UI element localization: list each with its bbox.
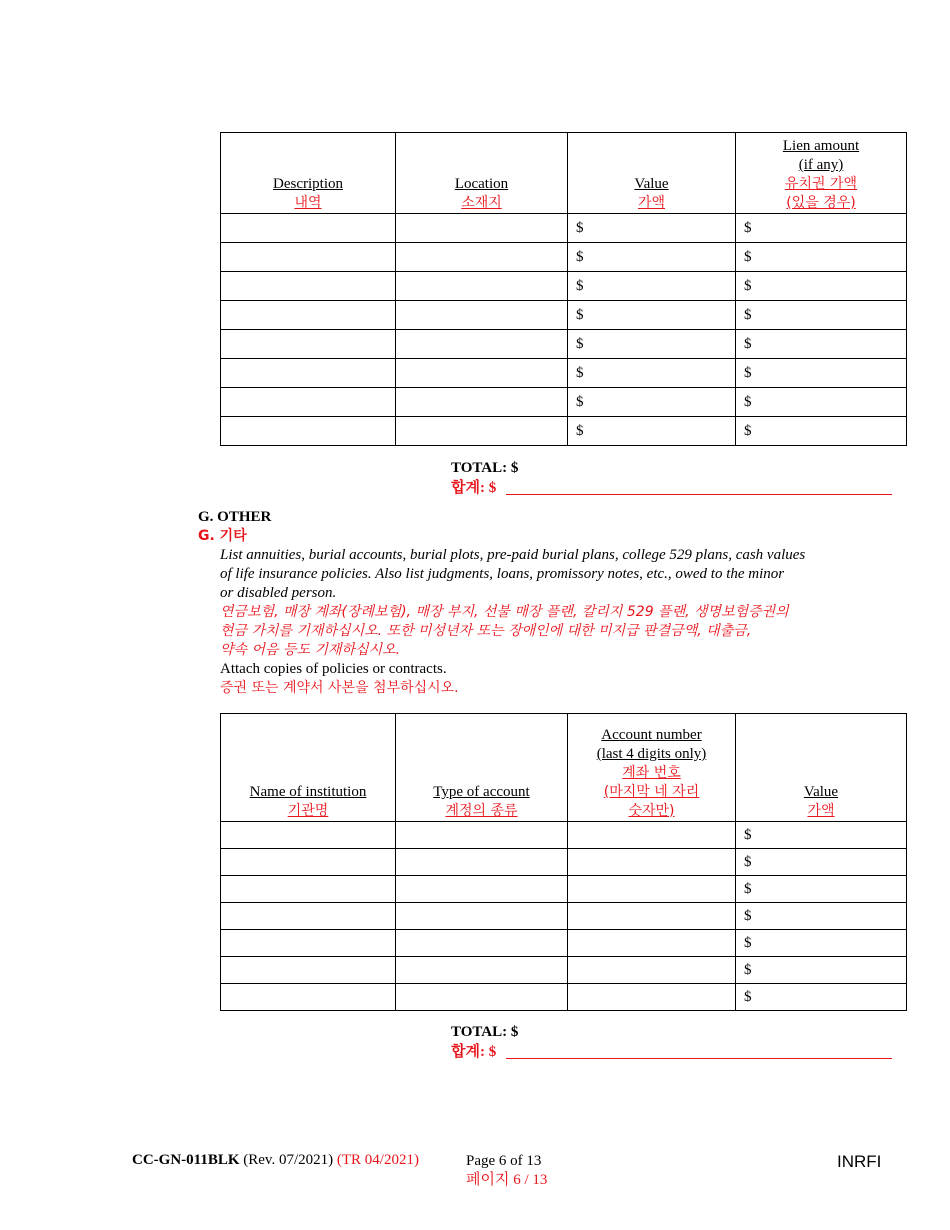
table-cell-input[interactable] xyxy=(568,330,736,359)
table-cell-input[interactable] xyxy=(396,903,568,930)
dollar-sign: $ xyxy=(744,393,752,410)
total-input-line[interactable] xyxy=(506,1044,892,1059)
table-cell-input[interactable] xyxy=(396,214,568,243)
table-cell-input[interactable] xyxy=(736,957,907,984)
section-title: G. OTHER xyxy=(198,509,272,525)
table-cell-input[interactable] xyxy=(736,849,907,876)
table-row xyxy=(221,243,907,272)
table-row xyxy=(221,822,907,849)
table-cell-input[interactable] xyxy=(221,417,396,446)
table-cell-input[interactable] xyxy=(736,359,907,388)
dollar-sign: $ xyxy=(576,219,584,236)
dollar-sign: $ xyxy=(744,880,752,897)
table-cell-input[interactable] xyxy=(568,243,736,272)
table-row xyxy=(221,984,907,1011)
total-other: TOTAL: $ 합계: $ xyxy=(451,1022,892,1062)
table-cell-input[interactable] xyxy=(736,388,907,417)
section-g-other xyxy=(198,508,938,698)
table-cell-input[interactable] xyxy=(736,417,907,446)
table-cell-input[interactable] xyxy=(221,903,396,930)
table-row xyxy=(221,930,907,957)
dollar-sign: $ xyxy=(744,248,752,265)
header-type-of-account: Type of account 계정의 종류 xyxy=(396,714,568,822)
table-cell-input[interactable] xyxy=(396,330,568,359)
table-row xyxy=(221,417,907,446)
table-cell-input[interactable] xyxy=(568,272,736,301)
header-name-of-institution: Name of institution 기관명 xyxy=(221,714,396,822)
table-cell-input[interactable] xyxy=(736,984,907,1011)
dollar-sign: $ xyxy=(576,364,584,381)
section-title-ko: G. 기타 xyxy=(198,528,247,544)
table-row xyxy=(221,849,907,876)
table-row xyxy=(221,903,907,930)
header-lien-amount: Lien amount (if any) 유치권 가액 (있을 경우) xyxy=(736,133,907,214)
attach-instruction-ko: 증권 또는 계약서 사본을 첨부하십시오. xyxy=(220,680,459,696)
table-cell-input[interactable] xyxy=(221,359,396,388)
other-assets-table xyxy=(220,713,907,1011)
header-account-number: Account number (last 4 digits only) 계좌 번호 (마지막 네 자리 숫자만) xyxy=(568,714,736,822)
table-row xyxy=(221,876,907,903)
header-value: Value 가액 xyxy=(568,133,736,214)
table-cell-input[interactable] xyxy=(396,243,568,272)
dollar-sign: $ xyxy=(576,335,584,352)
table-cell-input[interactable] xyxy=(221,849,396,876)
table-cell-input[interactable] xyxy=(736,301,907,330)
table-cell-input[interactable] xyxy=(396,876,568,903)
dollar-sign: $ xyxy=(576,422,584,439)
instruction-line-ko: 연금보험, 매장 계좌(장례보험), 매장 부지, 선불 매장 플랜, 칼리지 529 플랜, 생명보험증권의 xyxy=(220,604,789,620)
table-row xyxy=(221,957,907,984)
table-header-row xyxy=(221,133,907,214)
header-value: Value 가액 xyxy=(736,714,907,822)
table-cell-input[interactable] xyxy=(396,301,568,330)
table-cell-input[interactable] xyxy=(396,930,568,957)
table-cell-input[interactable] xyxy=(736,822,907,849)
header-description: Description 내역 xyxy=(221,133,396,214)
table-cell-input[interactable] xyxy=(568,301,736,330)
table-cell-input[interactable] xyxy=(736,272,907,301)
table-cell-input[interactable] xyxy=(568,957,736,984)
dollar-sign: $ xyxy=(744,277,752,294)
dollar-sign: $ xyxy=(744,364,752,381)
property-table xyxy=(220,132,907,446)
form-id: CC-GN-011BLK (Rev. 07/2021) (TR 04/2021) xyxy=(132,1152,419,1168)
table-row xyxy=(221,330,907,359)
table-cell-input[interactable] xyxy=(568,930,736,957)
table-cell-input[interactable] xyxy=(736,876,907,903)
table-cell-input[interactable] xyxy=(221,822,396,849)
dollar-sign: $ xyxy=(576,248,584,265)
table-cell-input[interactable] xyxy=(568,984,736,1011)
table-cell-input[interactable] xyxy=(568,214,736,243)
table-cell-input[interactable] xyxy=(736,903,907,930)
table-cell-input[interactable] xyxy=(221,330,396,359)
dollar-sign: $ xyxy=(744,306,752,323)
instruction-line-ko: 약속 어음 등도 기재하십시오. xyxy=(220,642,401,658)
total-property: TOTAL: $ 합계: $ xyxy=(451,458,892,498)
table-cell-input[interactable] xyxy=(736,330,907,359)
dollar-sign: $ xyxy=(744,988,752,1005)
table-cell-input[interactable] xyxy=(396,388,568,417)
dollar-sign: $ xyxy=(744,422,752,439)
form-code: INRFI xyxy=(837,1152,882,1171)
table-cell-input[interactable] xyxy=(221,301,396,330)
table-cell-input[interactable] xyxy=(221,214,396,243)
table-row xyxy=(221,301,907,330)
instruction-line: of life insurance policies. Also list judgments, loans, promissory notes, etc., owed to the minor xyxy=(220,566,785,582)
dollar-sign: $ xyxy=(744,907,752,924)
table-cell-input[interactable] xyxy=(221,388,396,417)
table-cell-input[interactable] xyxy=(568,417,736,446)
table-cell-input[interactable] xyxy=(568,903,736,930)
dollar-sign: $ xyxy=(744,219,752,236)
table-row xyxy=(221,272,907,301)
table-cell-input[interactable] xyxy=(568,849,736,876)
table-cell-input[interactable] xyxy=(396,272,568,301)
dollar-sign: $ xyxy=(744,853,752,870)
table-cell-input[interactable] xyxy=(221,957,396,984)
table-cell-input[interactable] xyxy=(221,272,396,301)
header-location: Location 소재지 xyxy=(396,133,568,214)
table-cell-input[interactable] xyxy=(736,243,907,272)
table-cell-input[interactable] xyxy=(221,984,396,1011)
table-row xyxy=(221,214,907,243)
table-cell-input[interactable] xyxy=(396,849,568,876)
table-cell-input[interactable] xyxy=(221,930,396,957)
dollar-sign: $ xyxy=(744,934,752,951)
page-number: Page 6 of 13 페이지 6 / 13 xyxy=(466,1153,548,1188)
table-row xyxy=(221,359,907,388)
table-cell-input[interactable] xyxy=(396,822,568,849)
table-cell-input[interactable] xyxy=(568,359,736,388)
table-header-row xyxy=(221,714,907,822)
total-input-line[interactable] xyxy=(506,480,892,495)
table-cell-input[interactable] xyxy=(568,876,736,903)
table-cell-input[interactable] xyxy=(736,214,907,243)
dollar-sign: $ xyxy=(744,335,752,352)
dollar-sign: $ xyxy=(576,393,584,410)
table-cell-input[interactable] xyxy=(396,957,568,984)
dollar-sign: $ xyxy=(576,306,584,323)
dollar-sign: $ xyxy=(576,277,584,294)
table-cell-input[interactable] xyxy=(396,984,568,1011)
table-cell-input[interactable] xyxy=(568,822,736,849)
instruction-line: or disabled person. xyxy=(220,585,337,601)
dollar-sign: $ xyxy=(744,961,752,978)
instruction-line-ko: 현금 가치를 기재하십시오. 또한 미성년자 또는 장애인에 대한 미지급 판결금액, 대출금, xyxy=(220,623,752,639)
table-cell-input[interactable] xyxy=(396,417,568,446)
table-cell-input[interactable] xyxy=(221,876,396,903)
attach-instruction: Attach copies of policies or contracts. xyxy=(220,661,447,677)
table-cell-input[interactable] xyxy=(736,930,907,957)
table-cell-input[interactable] xyxy=(568,388,736,417)
dollar-sign: $ xyxy=(744,826,752,843)
table-cell-input[interactable] xyxy=(221,243,396,272)
table-row xyxy=(221,388,907,417)
table-cell-input[interactable] xyxy=(396,359,568,388)
instruction-line: List annuities, burial accounts, burial plots, pre-paid burial plans, college 529 plans, cash values xyxy=(220,547,806,563)
